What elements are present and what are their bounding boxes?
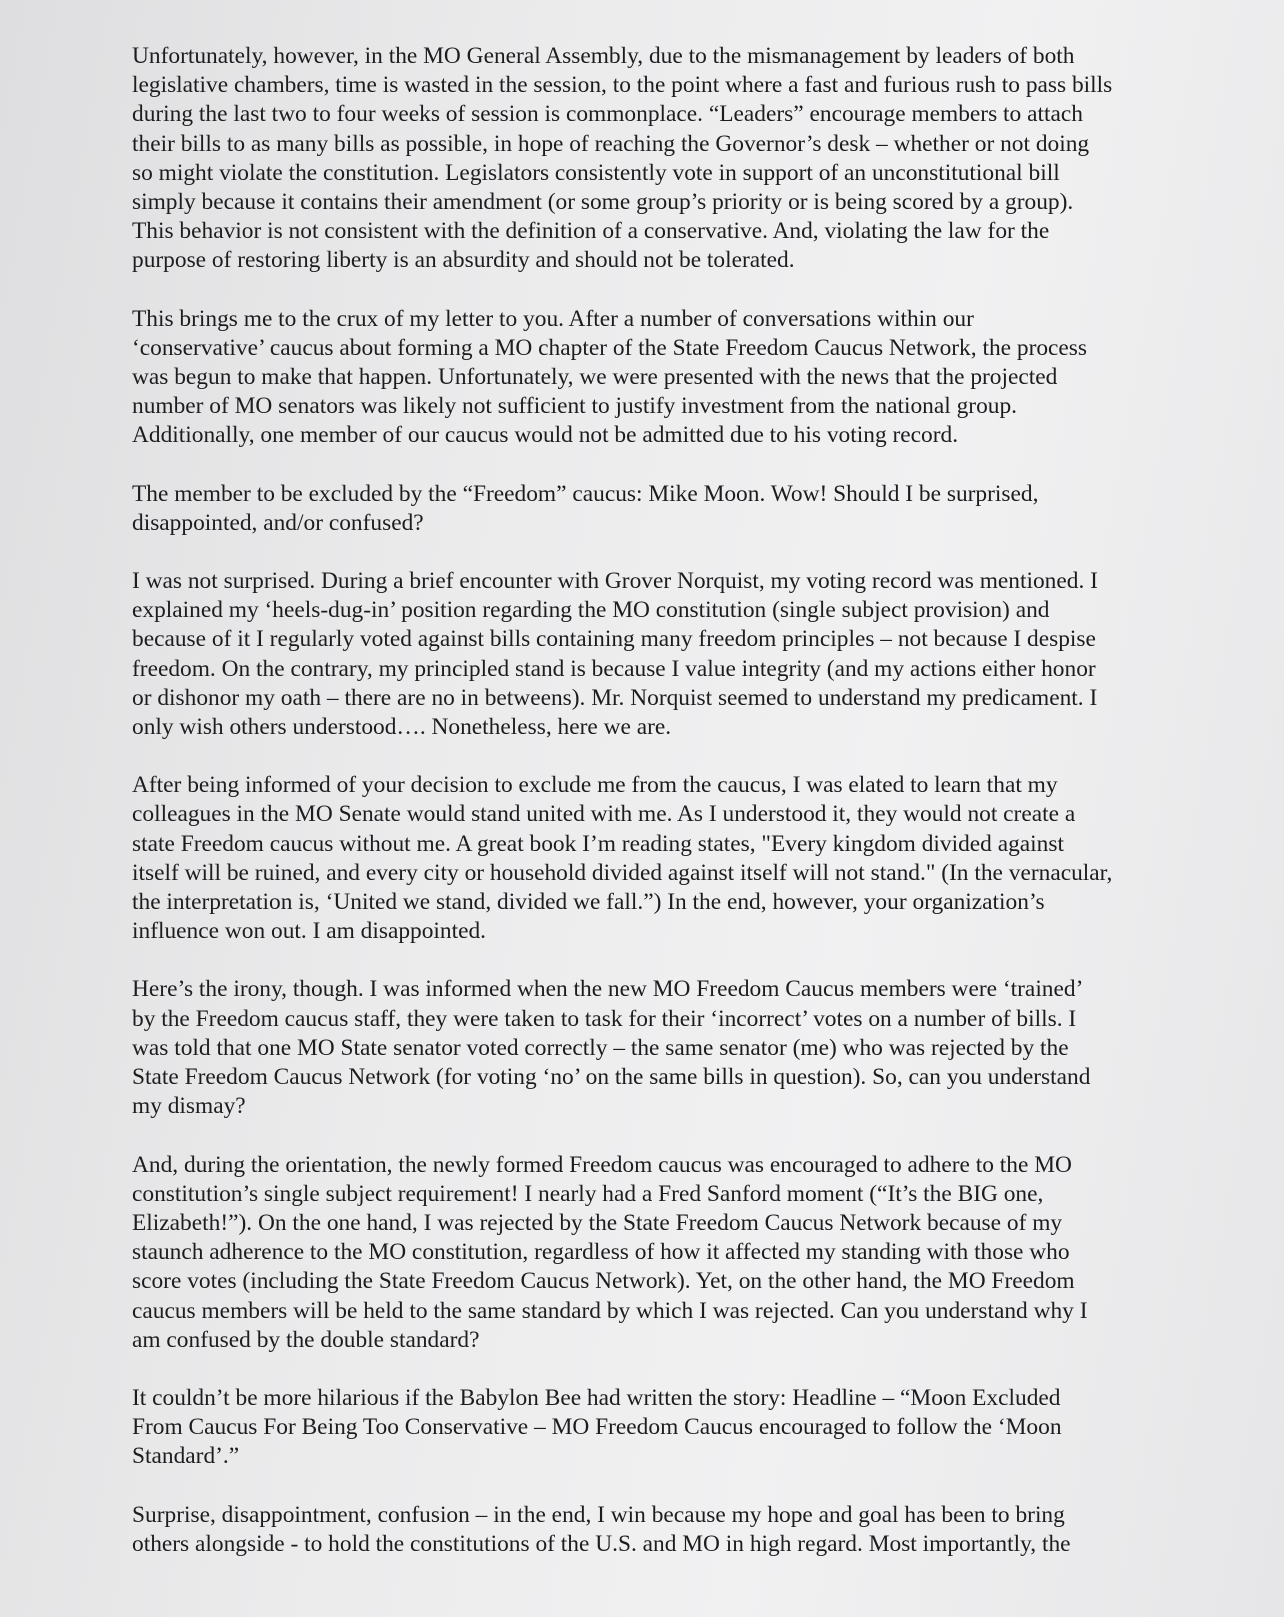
letter-body (132, 42, 1212, 1588)
text-line: constitution’s single subject requirement! I nearly had a Fred Sanford moment (“It’s the BIG one, (132, 1180, 1044, 1207)
text-line: colleagues in the MO Senate would stand united with me. As I understood it, they would not create a (132, 801, 1076, 828)
text-line: was begun to make that happen. Unfortunately, we were presented with the news that the projected (132, 364, 1058, 391)
text-line: Elizabeth!”). On the one hand, I was rejected by the State Freedom Caucus Network because of my (132, 1209, 1063, 1236)
text-line: their bills to as many bills as possible, in hope of reaching the Governor’s desk – whether or not doing (132, 130, 1090, 157)
text-line: am confused by the double standard? (132, 1326, 480, 1353)
paragraph-mismanagement (132, 42, 1212, 276)
paragraph-excluded-member (132, 480, 1212, 538)
text-line: ‘conservative’ caucus about forming a MO chapter of the State Freedom Caucus Network, the process (132, 334, 1088, 361)
text-line: simply because it contains their amendment (or some group’s priority or is being scored by a group). (132, 189, 1074, 216)
paragraph-conclusion (132, 1501, 1212, 1559)
text-line: purpose of restoring liberty is an absurdity and should not be tolerated. (132, 247, 795, 274)
text-line: Additionally, one member of our caucus would not be admitted due to his voting record. (132, 422, 959, 449)
text-line: State Freedom Caucus Network (for voting ‘no’ on the same bills in question). So, can you understand (132, 1064, 1091, 1091)
text-line: because of it I regularly voted against bills containing many freedom principles – not because I despise (132, 626, 1096, 653)
text-line: so might violate the constitution. Legislators consistently vote in support of an unconstitutional bill (132, 159, 1060, 186)
text-line: by the Freedom caucus staff, they were taken to task for their ‘incorrect’ votes on a number of bills. I (132, 1005, 1077, 1032)
text-line: score votes (including the State Freedom Caucus Network). Yet, on the other hand, the MO Freedom (132, 1268, 1075, 1295)
text-line: the interpretation is, ‘United we stand, divided we fall.”) In the end, however, your organization’s (132, 889, 1045, 916)
text-line: itself will be ruined, and every city or household divided against itself will not stand." (In the vernacular, (132, 859, 1113, 886)
text-line: And, during the orientation, the newly formed Freedom caucus was encouraged to adhere to the MO (132, 1151, 1072, 1178)
text-line: Unfortunately, however, in the MO General Assembly, due to the mismanagement by leaders of both (132, 43, 1075, 69)
text-line: caucus members will be held to the same standard by which I was rejected. Can you understand why I (132, 1297, 1088, 1324)
text-line: Surprise, disappointment, confusion – in the end, I win because my hope and goal has been to bring (132, 1501, 1065, 1528)
text-line: After being informed of your decision to exclude me from the caucus, I was elated to learn that my (132, 772, 1058, 799)
paragraph-crux (132, 305, 1212, 451)
text-line: my dismay? (132, 1093, 246, 1120)
paragraph-irony (132, 975, 1212, 1121)
text-line: freedom. On the contrary, my principled stand is because I value integrity (and my actions either honor (132, 655, 1096, 682)
text-line: state Freedom caucus without me. A great book I’m reading states, "Every kingdom divided against (132, 830, 1064, 857)
text-line: legislative chambers, time is wasted in the session, to the point where a fast and furious rush to pass bills (132, 72, 1113, 99)
text-line: From Caucus For Being Too Conservative – MO Freedom Caucus encouraged to follow the ‘Moon (132, 1414, 1062, 1441)
text-line: explained my ‘heels-dug-in’ position regarding the MO constitution (single subject provision) and (132, 597, 1050, 624)
text-line: This behavior is not consistent with the definition of a conservative. And, violating the law for the (132, 218, 1050, 245)
paragraph-disappointed (132, 771, 1212, 946)
text-line: I was not surprised. During a brief encounter with Grover Norquist, my voting record was mentioned. I (132, 568, 1098, 595)
paragraph-babylon-bee (132, 1384, 1212, 1472)
text-line: It couldn’t be more hilarious if the Babylon Bee had written the story: Headline – “Moon Excluded (132, 1384, 1061, 1411)
text-line: number of MO senators was likely not sufficient to justify investment from the national group. (132, 393, 1018, 420)
text-line: The member to be excluded by the “Freedom” caucus: Mike Moon. Wow! Should I be surprised, (132, 480, 1039, 507)
text-line: only wish others understood…. Nonetheless, here we are. (132, 714, 672, 741)
text-line: staunch adherence to the MO constitution, regardless of how it affected my standing with those who (132, 1239, 1070, 1266)
text-line: others alongside - to hold the constitutions of the U.S. and MO in high regard. Most importantly, the (132, 1530, 1071, 1557)
text-line: during the last two to four weeks of session is commonplace. “Leaders” encourage members to attach (132, 101, 1083, 128)
paragraph-not-surprised (132, 567, 1212, 742)
text-line: Standard’.” (132, 1443, 240, 1470)
text-line: influence won out. I am disappointed. (132, 918, 487, 945)
text-line: Here’s the irony, though. I was informed when the new MO Freedom Caucus members were ‘trained’ (132, 976, 1084, 1003)
text-line: or dishonor my oath – there are no in betweens). Mr. Norquist seemed to understand my predicament. I (132, 684, 1098, 711)
text-line: disappointed, and/or confused? (132, 509, 424, 536)
paragraph-orientation (132, 1151, 1212, 1355)
text-line: was told that one MO State senator voted correctly – the same senator (me) who was rejected by the (132, 1034, 1069, 1061)
text-line: This brings me to the crux of my letter to you. After a number of conversations within our (132, 305, 974, 332)
